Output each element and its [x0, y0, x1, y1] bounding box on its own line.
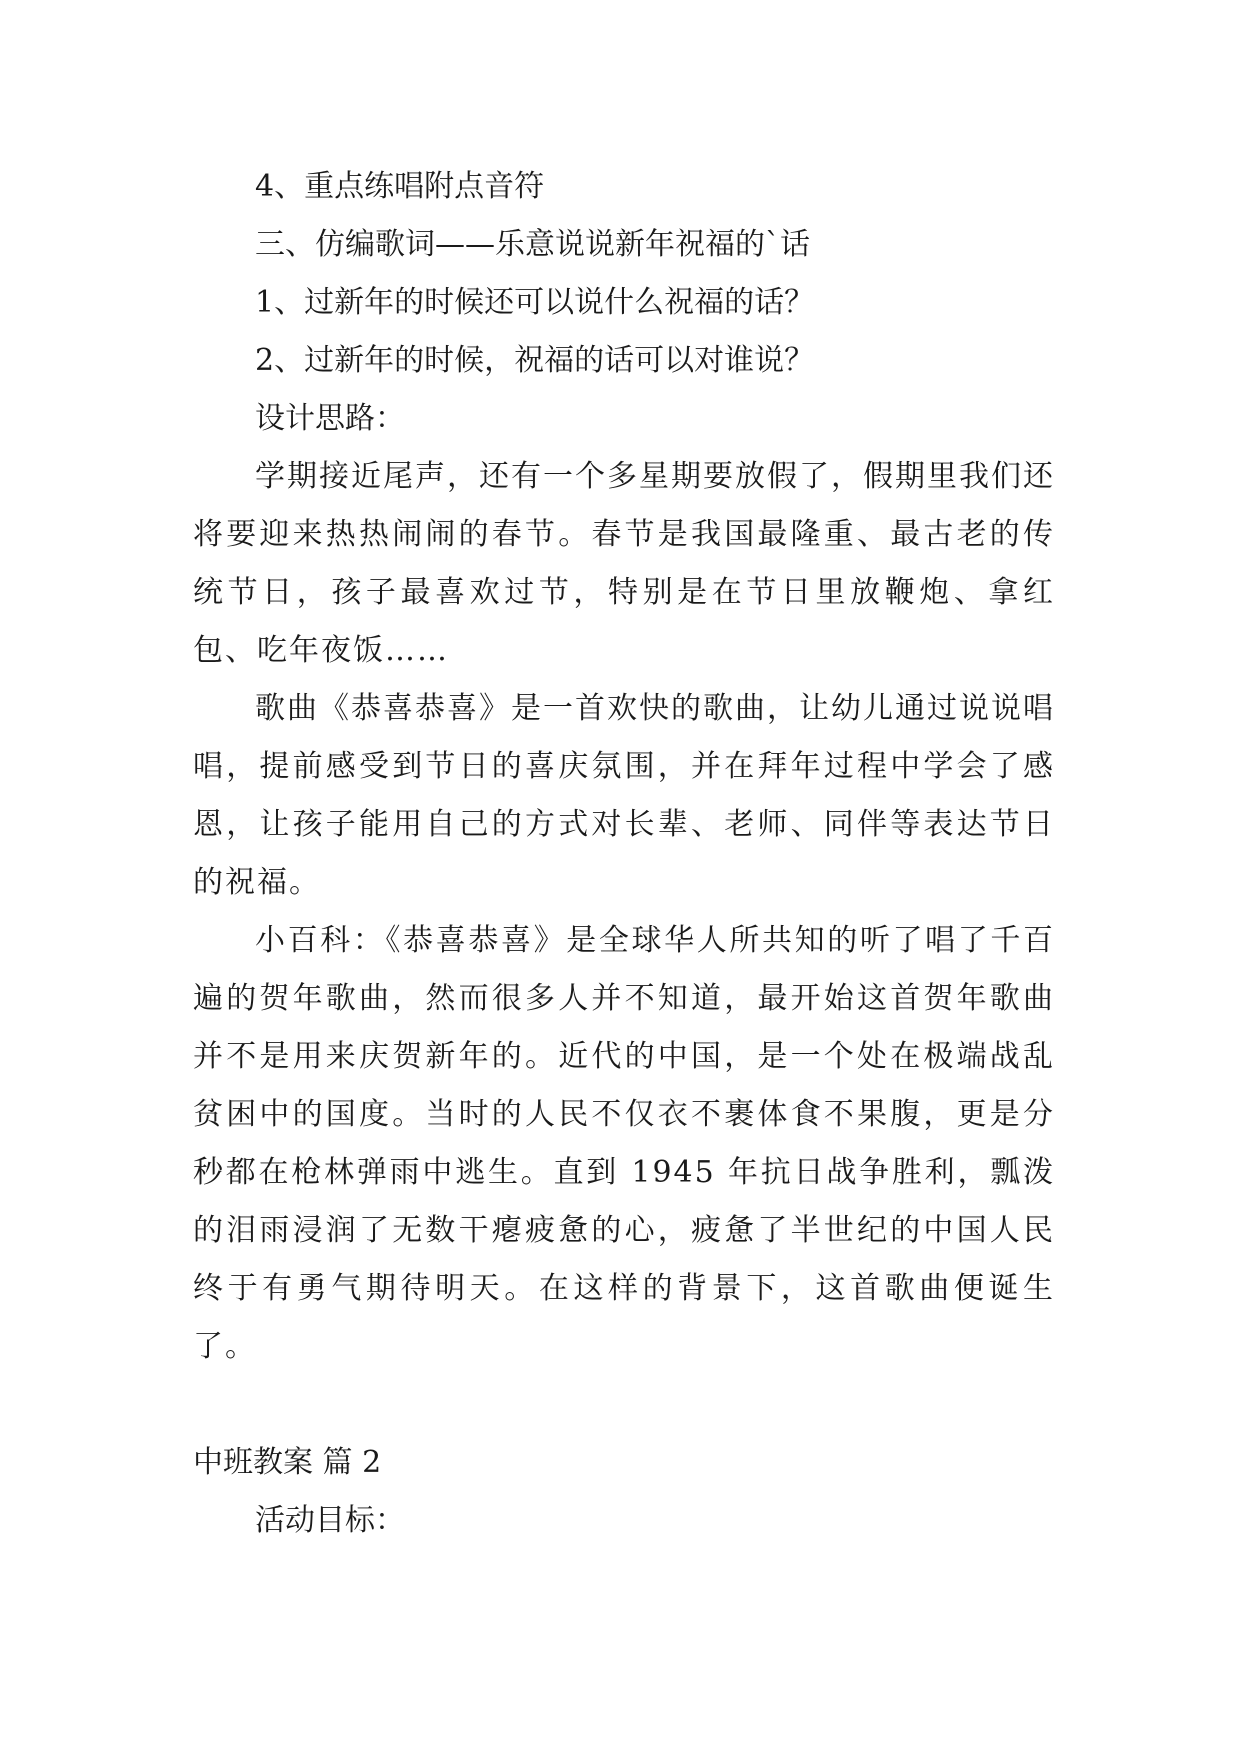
- activity-goal-label: 活动目标：: [255, 1503, 405, 1538]
- paragraph-song-intro: 歌曲《恭喜恭喜》是一首欢快的歌曲，让幼儿通过说说唱唱，提前感受到节日的喜庆氛围，并在拜年过程中学会了感恩，让孩子能用自己的方式对长辈、老师、同伴等表达节日的祝福。: [193, 691, 1055, 900]
- question-2: 2、过新年的时候，祝福的话可以对谁说？: [255, 343, 815, 378]
- design-idea-label: 设计思路：: [255, 401, 405, 436]
- spacer: [193, 1376, 1055, 1434]
- list-item-4: 4、重点练唱附点音符: [255, 169, 545, 204]
- question-1: 1、过新年的时候还可以说什么祝福的话？: [255, 285, 815, 320]
- section-heading-3: 三、仿编歌词——乐意说说新年祝福的`话: [255, 227, 810, 262]
- paragraph-encyclopedia: 小百科：《恭喜恭喜》是全球华人所共知的听了唱了千百遍的贺年歌曲，然而很多人并不知道，最开始这首贺年歌曲并不是用来庆贺新年的。近代的中国，是一个处在极端战乱贫困中的国度。当时的人民不仅衣不裹体食不果腹，更是分秒都在枪林弹雨中逃生。直到 1945 年抗日战争胜利，瓢泼的泪雨浸润了无数干瘪疲惫的心，疲惫了半世纪的中国人民终于有勇气期待明天。在这样的背景下，这首歌曲便诞生了。: [193, 923, 1055, 1364]
- document-body: [193, 158, 1055, 1550]
- paragraph-background: 学期接近尾声，还有一个多星期要放假了，假期里我们还将要迎来热热闹闹的春节。春节是我国最隆重、最古老的传统节日，孩子最喜欢过节，特别是在节日里放鞭炮、拿红包、吃年夜饭……: [193, 459, 1055, 668]
- section-title: 中班教案 篇 2: [193, 1445, 382, 1480]
